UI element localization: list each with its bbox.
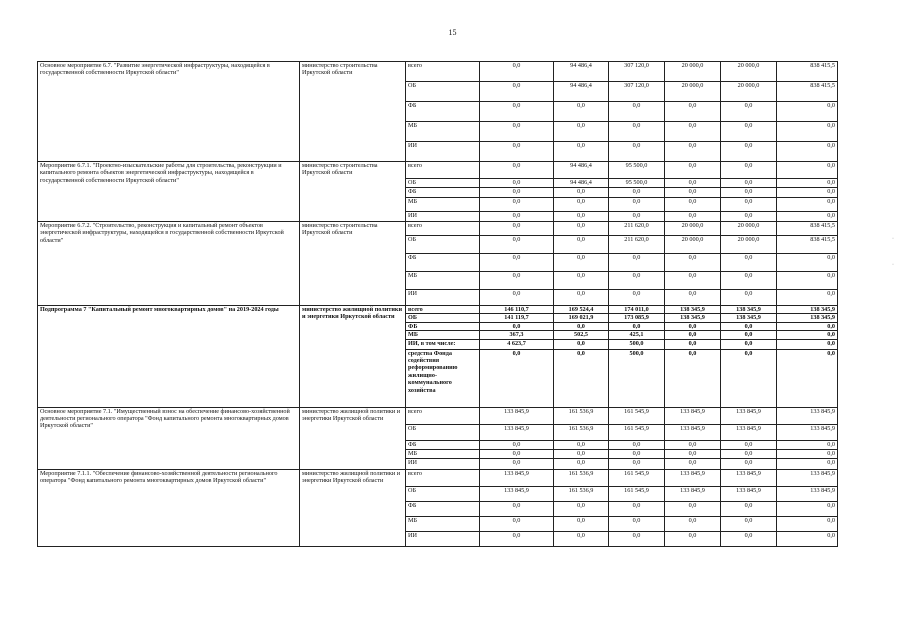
amount-cell: 0,0 <box>665 339 721 349</box>
amount-cell: 367,3 <box>480 331 554 339</box>
activity-description: Мероприятие 6.7.1. "Проектно-изыскательские работы для строительства, реконструкции и капитального ремонта объектов энергетической инфраструктуры, находящейся в государственной собственности Иркутской области" <box>38 162 300 222</box>
amount-cell: 161 545,9 <box>609 424 665 440</box>
amount-cell: 138 345,9 <box>721 314 777 322</box>
amount-cell: 0,0 <box>609 142 665 162</box>
amount-cell: 307 120,0 <box>609 82 665 102</box>
amount-cell: 0,0 <box>609 531 665 546</box>
responsible-executor: министерство строительства Иркутской области <box>300 62 406 162</box>
amount-cell: 0,0 <box>721 188 777 198</box>
amount-cell: 0,0 <box>721 440 777 449</box>
amount-cell: 0,0 <box>554 122 609 142</box>
amount-cell: 133 845,9 <box>480 486 554 501</box>
amount-cell: 0,0 <box>554 339 609 349</box>
amount-cell: 0,0 <box>480 290 554 306</box>
amount-cell: 0,0 <box>480 322 554 330</box>
amount-cell: 0,0 <box>609 440 665 449</box>
funding-source: МБ <box>406 272 480 290</box>
amount-cell: 94 486,4 <box>554 62 609 82</box>
amount-cell: 0,0 <box>665 198 721 212</box>
funding-source: всего <box>406 222 480 236</box>
amount-cell: 169 524,4 <box>554 306 609 314</box>
amount-cell: 0,0 <box>777 198 838 212</box>
amount-cell: 0,0 <box>665 501 721 516</box>
funding-source: всего <box>406 162 480 179</box>
page-number: 15 <box>448 28 457 37</box>
amount-cell: 0,0 <box>554 222 609 236</box>
margin-mark: · <box>892 262 894 268</box>
amount-cell: 0,0 <box>480 349 554 407</box>
amount-cell: 0,0 <box>777 162 838 179</box>
amount-cell: 211 620,0 <box>609 236 665 254</box>
amount-cell: 0,0 <box>480 531 554 546</box>
amount-cell: 0,0 <box>665 142 721 162</box>
amount-cell: 133 845,9 <box>480 469 554 486</box>
amount-cell: 0,0 <box>609 254 665 272</box>
amount-cell: 133 845,9 <box>665 486 721 501</box>
amount-cell: 0,0 <box>777 531 838 546</box>
amount-cell: 20 000,0 <box>721 62 777 82</box>
amount-cell: 138 345,9 <box>777 314 838 322</box>
amount-cell: 161 536,9 <box>554 469 609 486</box>
amount-cell: 211 620,0 <box>609 222 665 236</box>
amount-cell: 20 000,0 <box>721 222 777 236</box>
amount-cell: 0,0 <box>665 290 721 306</box>
amount-cell: 133 845,9 <box>777 407 838 424</box>
amount-cell: 20 000,0 <box>665 236 721 254</box>
amount-cell: 0,0 <box>480 458 554 469</box>
amount-cell: 0,0 <box>721 531 777 546</box>
amount-cell: 0,0 <box>665 458 721 469</box>
budget-table <box>37 61 838 547</box>
amount-cell: 0,0 <box>777 516 838 531</box>
amount-cell: 0,0 <box>480 516 554 531</box>
amount-cell: 0,0 <box>665 254 721 272</box>
amount-cell: 0,0 <box>609 122 665 142</box>
amount-cell: 0,0 <box>721 322 777 330</box>
amount-cell: 0,0 <box>554 236 609 254</box>
amount-cell: 0,0 <box>721 179 777 188</box>
amount-cell: 0,0 <box>480 188 554 198</box>
funding-source: ИИ <box>406 531 480 546</box>
amount-cell: 0,0 <box>480 449 554 458</box>
amount-cell: 0,0 <box>554 102 609 122</box>
amount-cell: 94 486,4 <box>554 82 609 102</box>
amount-cell: 500,0 <box>609 339 665 349</box>
amount-cell: 0,0 <box>609 458 665 469</box>
amount-cell: 838 415,5 <box>777 236 838 254</box>
table-row <box>38 162 838 179</box>
funding-source: ФБ <box>406 188 480 198</box>
funding-source: ФБ <box>406 440 480 449</box>
amount-cell: 161 536,9 <box>554 407 609 424</box>
activity-description: Подпрограмма 7 "Капитальный ремонт многоквартирных домов" на 2019-2024 годы <box>38 306 300 408</box>
funding-source: ФБ <box>406 322 480 330</box>
funding-source: ОБ <box>406 486 480 501</box>
amount-cell: 0,0 <box>554 290 609 306</box>
amount-cell: 95 500,0 <box>609 179 665 188</box>
amount-cell: 0,0 <box>480 236 554 254</box>
amount-cell: 20 000,0 <box>665 82 721 102</box>
amount-cell: 0,0 <box>777 188 838 198</box>
amount-cell: 133 845,9 <box>721 424 777 440</box>
funding-source: ФБ <box>406 254 480 272</box>
amount-cell: 0,0 <box>554 349 609 407</box>
amount-cell: 0,0 <box>777 449 838 458</box>
amount-cell: 174 011,0 <box>609 306 665 314</box>
funding-source: всего <box>406 407 480 424</box>
amount-cell: 0,0 <box>777 212 838 222</box>
activity-description: Мероприятие 7.1.1. "Обеспечение финансово-хозяйственной деятельности регионального оператора "Фонд капитального ремонта многоквартирных домов Иркутской области" <box>38 469 300 546</box>
amount-cell: 0,0 <box>554 531 609 546</box>
responsible-executor: министерство жилищной политики и энергетики Иркутской области <box>300 306 406 408</box>
amount-cell: 0,0 <box>480 162 554 179</box>
funding-source: ФБ <box>406 501 480 516</box>
amount-cell: 0,0 <box>480 142 554 162</box>
funding-source: МБ <box>406 122 480 142</box>
amount-cell: 0,0 <box>480 82 554 102</box>
amount-cell: 0,0 <box>665 449 721 458</box>
amount-cell: 0,0 <box>609 198 665 212</box>
amount-cell: 0,0 <box>554 254 609 272</box>
funding-source: всего <box>406 306 480 314</box>
amount-cell: 0,0 <box>665 162 721 179</box>
amount-cell: 0,0 <box>777 102 838 122</box>
amount-cell: 20 000,0 <box>721 236 777 254</box>
amount-cell: 173 085,9 <box>609 314 665 322</box>
table-row <box>38 407 838 424</box>
amount-cell: 94 486,4 <box>554 162 609 179</box>
amount-cell: 161 545,9 <box>609 407 665 424</box>
amount-cell: 0,0 <box>665 322 721 330</box>
amount-cell: 0,0 <box>480 272 554 290</box>
amount-cell: 0,0 <box>777 272 838 290</box>
amount-cell: 0,0 <box>721 290 777 306</box>
funding-source: ИИ, в том числе: <box>406 339 480 349</box>
amount-cell: 0,0 <box>609 188 665 198</box>
amount-cell: 0,0 <box>665 212 721 222</box>
table-body <box>38 62 838 547</box>
amount-cell: 0,0 <box>554 458 609 469</box>
amount-cell: 138 345,9 <box>721 306 777 314</box>
amount-cell: 138 345,9 <box>665 306 721 314</box>
amount-cell: 0,0 <box>665 331 721 339</box>
amount-cell: 133 845,9 <box>777 424 838 440</box>
funding-source: всего <box>406 469 480 486</box>
funding-source: всего <box>406 62 480 82</box>
amount-cell: 0,0 <box>665 272 721 290</box>
amount-cell: 0,0 <box>480 440 554 449</box>
amount-cell: 20 000,0 <box>721 82 777 102</box>
amount-cell: 0,0 <box>554 440 609 449</box>
amount-cell: 0,0 <box>721 162 777 179</box>
funding-source: МБ <box>406 331 480 339</box>
amount-cell: 0,0 <box>480 179 554 188</box>
amount-cell: 146 110,7 <box>480 306 554 314</box>
amount-cell: 0,0 <box>777 501 838 516</box>
amount-cell: 0,0 <box>554 212 609 222</box>
amount-cell: 0,0 <box>721 501 777 516</box>
amount-cell: 500,0 <box>609 349 665 407</box>
amount-cell: 138 345,9 <box>777 306 838 314</box>
funding-source: МБ <box>406 198 480 212</box>
amount-cell: 0,0 <box>665 179 721 188</box>
amount-cell: 0,0 <box>777 142 838 162</box>
funding-source: ИИ <box>406 212 480 222</box>
amount-cell: 0,0 <box>480 122 554 142</box>
amount-cell: 0,0 <box>721 458 777 469</box>
amount-cell: 141 119,7 <box>480 314 554 322</box>
amount-cell: 0,0 <box>609 516 665 531</box>
amount-cell: 0,0 <box>777 322 838 330</box>
amount-cell: 0,0 <box>665 349 721 407</box>
amount-cell: 0,0 <box>777 440 838 449</box>
amount-cell: 307 120,0 <box>609 62 665 82</box>
activity-description: Основное мероприятие 7.1. "Имущественный взнос на обеспечение финансово-хозяйственной деятельности регионального оператора "Фонд капитального ремонта многоквартирных домов Иркутской области" <box>38 407 300 469</box>
amount-cell: 0,0 <box>777 331 838 339</box>
amount-cell: 169 021,9 <box>554 314 609 322</box>
amount-cell: 0,0 <box>721 122 777 142</box>
funding-source: ОБ <box>406 424 480 440</box>
activity-description: Основное мероприятие 6.7. "Развитие энергетической инфраструктуры, находящейся в государственной собственности Иркутской области" <box>38 62 300 162</box>
amount-cell: 94 486,4 <box>554 179 609 188</box>
amount-cell: 0,0 <box>554 198 609 212</box>
amount-cell: 0,0 <box>721 142 777 162</box>
amount-cell: 161 536,9 <box>554 486 609 501</box>
amount-cell: 0,0 <box>665 188 721 198</box>
amount-cell: 0,0 <box>777 458 838 469</box>
amount-cell: 133 845,9 <box>665 407 721 424</box>
amount-cell: 0,0 <box>665 122 721 142</box>
amount-cell: 133 845,9 <box>480 424 554 440</box>
amount-cell: 0,0 <box>609 449 665 458</box>
amount-cell: 0,0 <box>554 501 609 516</box>
amount-cell: 0,0 <box>721 102 777 122</box>
funding-source: ИИ <box>406 458 480 469</box>
amount-cell: 4 623,7 <box>480 339 554 349</box>
amount-cell: 161 536,9 <box>554 424 609 440</box>
amount-cell: 0,0 <box>665 516 721 531</box>
amount-cell: 133 845,9 <box>665 424 721 440</box>
activity-description: Мероприятие 6.7.2. "Строительство, реконструкция и капитальный ремонт объектов энергетической инфраструктуры, находящейся в государственной собственности Иркутской области" <box>38 222 300 306</box>
amount-cell: 0,0 <box>721 331 777 339</box>
amount-cell: 0,0 <box>721 198 777 212</box>
funding-source: ИИ <box>406 142 480 162</box>
amount-cell: 161 545,9 <box>609 469 665 486</box>
amount-cell: 0,0 <box>609 322 665 330</box>
funding-source: ОБ <box>406 314 480 322</box>
funding-source: средства Фонда содействия реформированию жилищно-коммунального хозяйства <box>406 349 480 407</box>
amount-cell: 0,0 <box>609 501 665 516</box>
amount-cell: 0,0 <box>609 290 665 306</box>
amount-cell: 0,0 <box>609 272 665 290</box>
amount-cell: 161 545,9 <box>609 486 665 501</box>
funding-source: ИИ <box>406 290 480 306</box>
amount-cell: 0,0 <box>480 62 554 82</box>
margin-mark: · <box>892 236 894 242</box>
table-row <box>38 306 838 314</box>
amount-cell: 0,0 <box>777 179 838 188</box>
amount-cell: 425,1 <box>609 331 665 339</box>
amount-cell: 0,0 <box>777 349 838 407</box>
amount-cell: 502,5 <box>554 331 609 339</box>
amount-cell: 0,0 <box>665 102 721 122</box>
amount-cell: 0,0 <box>721 339 777 349</box>
amount-cell: 0,0 <box>554 322 609 330</box>
amount-cell: 133 845,9 <box>721 486 777 501</box>
responsible-executor: министерство жилищной политики и энергетики Иркутской области <box>300 407 406 469</box>
amount-cell: 0,0 <box>554 142 609 162</box>
amount-cell: 0,0 <box>609 212 665 222</box>
amount-cell: 0,0 <box>777 122 838 142</box>
responsible-executor: министерство строительства Иркутской области <box>300 222 406 306</box>
responsible-executor: министерство строительства Иркутской области <box>300 162 406 222</box>
amount-cell: 133 845,9 <box>721 407 777 424</box>
funding-source: ОБ <box>406 179 480 188</box>
responsible-executor: министерство жилищной политики и энергетики Иркутской области <box>300 469 406 546</box>
amount-cell: 138 345,9 <box>665 314 721 322</box>
amount-cell: 0,0 <box>721 254 777 272</box>
amount-cell: 0,0 <box>480 254 554 272</box>
table-row <box>38 469 838 486</box>
amount-cell: 20 000,0 <box>665 222 721 236</box>
amount-cell: 838 415,5 <box>777 62 838 82</box>
amount-cell: 133 845,9 <box>480 407 554 424</box>
amount-cell: 133 845,9 <box>777 486 838 501</box>
funding-source: МБ <box>406 449 480 458</box>
amount-cell: 0,0 <box>554 449 609 458</box>
funding-source: МБ <box>406 516 480 531</box>
amount-cell: 0,0 <box>721 212 777 222</box>
amount-cell: 0,0 <box>721 516 777 531</box>
amount-cell: 133 845,9 <box>721 469 777 486</box>
amount-cell: 0,0 <box>721 449 777 458</box>
amount-cell: 0,0 <box>554 516 609 531</box>
amount-cell: 0,0 <box>665 531 721 546</box>
amount-cell: 20 000,0 <box>665 62 721 82</box>
amount-cell: 0,0 <box>480 501 554 516</box>
amount-cell: 133 845,9 <box>777 469 838 486</box>
amount-cell: 0,0 <box>665 440 721 449</box>
amount-cell: 0,0 <box>721 349 777 407</box>
amount-cell: 0,0 <box>554 272 609 290</box>
amount-cell: 0,0 <box>480 102 554 122</box>
table-row <box>38 222 838 236</box>
funding-source: ОБ <box>406 82 480 102</box>
amount-cell: 0,0 <box>721 272 777 290</box>
amount-cell: 0,0 <box>480 198 554 212</box>
funding-source: ФБ <box>406 102 480 122</box>
amount-cell: 838 415,5 <box>777 82 838 102</box>
funding-source: ОБ <box>406 236 480 254</box>
amount-cell: 0,0 <box>480 222 554 236</box>
amount-cell: 838 415,5 <box>777 222 838 236</box>
amount-cell: 0,0 <box>480 212 554 222</box>
amount-cell: 0,0 <box>554 188 609 198</box>
amount-cell: 0,0 <box>777 254 838 272</box>
amount-cell: 0,0 <box>609 102 665 122</box>
amount-cell: 0,0 <box>777 339 838 349</box>
amount-cell: 0,0 <box>777 290 838 306</box>
table-row <box>38 62 838 82</box>
amount-cell: 133 845,9 <box>665 469 721 486</box>
amount-cell: 95 500,0 <box>609 162 665 179</box>
